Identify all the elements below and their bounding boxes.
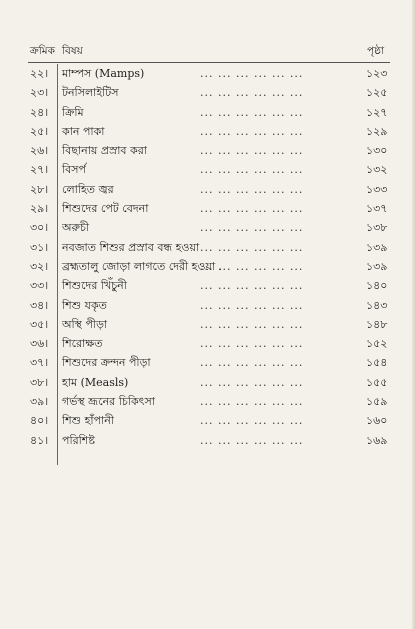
row-page: ১৬০ — [366, 414, 388, 428]
row-page: ১৩৩ — [366, 182, 388, 196]
row-page: ১৩৯ — [366, 259, 388, 273]
row-page: ১৫৪ — [366, 356, 388, 370]
leader-dots: ... ... ... ... ... ... — [200, 259, 304, 273]
row-topic: শিশুদের খিঁচুনী — [62, 279, 127, 293]
row-page: ১৩২ — [366, 163, 388, 177]
leader-dots: ... ... ... ... ... ... — [200, 221, 304, 235]
toc-row — [0, 334, 416, 353]
toc-row — [0, 141, 416, 160]
row-page: ১৫৫ — [366, 375, 388, 389]
toc-row — [0, 257, 416, 276]
row-topic: কান পাকা — [62, 124, 105, 138]
row-topic: ক্রিমি — [62, 105, 84, 119]
row-page: ১৪০ — [366, 279, 388, 293]
row-serial: ৩৮। — [30, 375, 49, 389]
leader-dots: ... ... ... ... ... ... — [200, 67, 304, 80]
row-page: ১২৯ — [366, 124, 388, 138]
toc-header — [0, 44, 416, 60]
row-topic: মাম্পস (Mamps) — [62, 67, 145, 80]
row-serial: ২৫। — [30, 124, 49, 138]
row-topic: শিরোক্ষত — [62, 337, 103, 351]
row-topic: লোহিত জ্বর — [62, 182, 114, 196]
row-page: ১৩০ — [366, 144, 388, 158]
leader-dots: ... ... ... ... ... ... — [200, 395, 304, 409]
toc-row — [0, 180, 416, 199]
toc-entries — [0, 64, 416, 450]
row-serial: ৩৯। — [30, 395, 49, 409]
toc-row — [0, 373, 416, 392]
row-topic: নবজাত শিশুর প্রস্রাব বন্ধ হওয়া — [62, 240, 200, 254]
header-page: পৃষ্ঠা — [367, 45, 385, 57]
leader-dots: ... ... ... ... ... ... — [200, 240, 304, 254]
row-topic: পরিশিষ্ট — [62, 433, 95, 447]
row-page: ১৫৯ — [366, 395, 388, 409]
row-page: ১৩৯ — [366, 240, 388, 254]
leader-dots: ... ... ... ... ... ... — [200, 414, 304, 428]
header-serial: ক্রমিক — [30, 45, 55, 57]
row-topic: বিসর্প — [62, 163, 87, 177]
toc-row — [0, 315, 416, 334]
toc-row — [0, 431, 416, 450]
row-page: ১৩৮ — [366, 221, 388, 235]
leader-dots: ... ... ... ... ... ... — [200, 144, 304, 158]
row-serial: ৩০। — [30, 221, 49, 235]
header-divider — [28, 62, 390, 63]
leader-dots: ... ... ... ... ... ... — [200, 356, 304, 370]
toc-row — [0, 276, 416, 295]
leader-dots: ... ... ... ... ... ... — [200, 182, 304, 196]
toc-row — [0, 199, 416, 218]
leader-dots: ... ... ... ... ... ... — [200, 337, 304, 351]
leader-dots: ... ... ... ... ... ... — [200, 298, 304, 312]
leader-dots: ... ... ... ... ... ... — [200, 375, 304, 389]
row-topic: শিশুদের পেট বেদনা — [62, 202, 149, 216]
toc-row — [0, 353, 416, 372]
row-serial: ২৩। — [30, 86, 49, 100]
row-serial: ৩৬। — [30, 337, 49, 351]
row-page: ১২৭ — [366, 105, 388, 119]
row-serial: ৩৫। — [30, 317, 49, 331]
toc-row — [0, 83, 416, 102]
row-topic: অরুচী — [62, 221, 90, 235]
row-serial: ২৬। — [30, 144, 49, 158]
row-topic: গর্ভস্থ ভ্রূনের চিকিৎসা — [62, 395, 155, 409]
leader-dots: ... ... ... ... ... ... — [200, 86, 304, 100]
row-page: ১৪৮ — [366, 317, 388, 331]
row-page: ১৪৩ — [366, 298, 388, 312]
row-topic: শিশুদের ক্রন্দন পীড়া — [62, 356, 151, 370]
toc-row — [0, 122, 416, 141]
row-topic: বিছানায় প্রস্রাব করা — [62, 144, 147, 158]
row-serial: ২৪। — [30, 105, 49, 119]
row-page: ১২৫ — [366, 86, 388, 100]
row-topic: টনসিলাইটিস — [62, 86, 119, 100]
leader-dots: ... ... ... ... ... ... — [200, 202, 304, 216]
leader-dots: ... ... ... ... ... ... — [200, 279, 304, 293]
leader-dots: ... ... ... ... ... ... — [200, 317, 304, 331]
leader-dots: ... ... ... ... ... ... — [200, 124, 304, 138]
header-topic: বিষয় — [62, 45, 83, 57]
toc-row — [0, 218, 416, 237]
leader-dots: ... ... ... ... ... ... — [200, 105, 304, 119]
row-page: ১৩৭ — [366, 202, 388, 216]
row-serial: ২২। — [30, 67, 49, 80]
toc-row — [0, 64, 416, 83]
row-topic: হাম (Measls) — [62, 375, 129, 389]
row-page: ১২৩ — [366, 67, 388, 80]
row-serial: ৩১। — [30, 240, 49, 254]
row-serial: ৩৩। — [30, 279, 49, 293]
page-edge — [412, 0, 416, 629]
toc-row — [0, 238, 416, 257]
toc-row — [0, 296, 416, 315]
row-serial: ৪০। — [30, 414, 49, 428]
row-page: ১৫২ — [366, 337, 388, 351]
leader-dots: ... ... ... ... ... ... — [200, 163, 304, 177]
row-serial: ৪১। — [30, 433, 49, 447]
row-topic: শিশু যকৃত — [62, 298, 107, 312]
row-serial: ৩২। — [30, 259, 49, 273]
row-serial: ৩৪। — [30, 298, 49, 312]
toc-row — [0, 103, 416, 122]
leader-dots: ... ... ... ... ... ... — [200, 433, 304, 447]
row-topic: ব্রহ্মতালু জোড়া লাগতে দেরী হওয়া . — [62, 259, 223, 273]
row-serial: ৩৭। — [30, 356, 49, 370]
row-topic: শিশু হাঁপানী — [62, 414, 114, 428]
toc-row — [0, 392, 416, 411]
row-page: ১৬৯ — [366, 433, 388, 447]
row-serial: ২৮। — [30, 182, 49, 196]
row-serial: ২৭। — [30, 163, 49, 177]
toc-row — [0, 160, 416, 179]
toc-row — [0, 411, 416, 430]
row-serial: ২৯। — [30, 202, 49, 216]
row-topic: অস্থি পীড়া — [62, 317, 108, 331]
